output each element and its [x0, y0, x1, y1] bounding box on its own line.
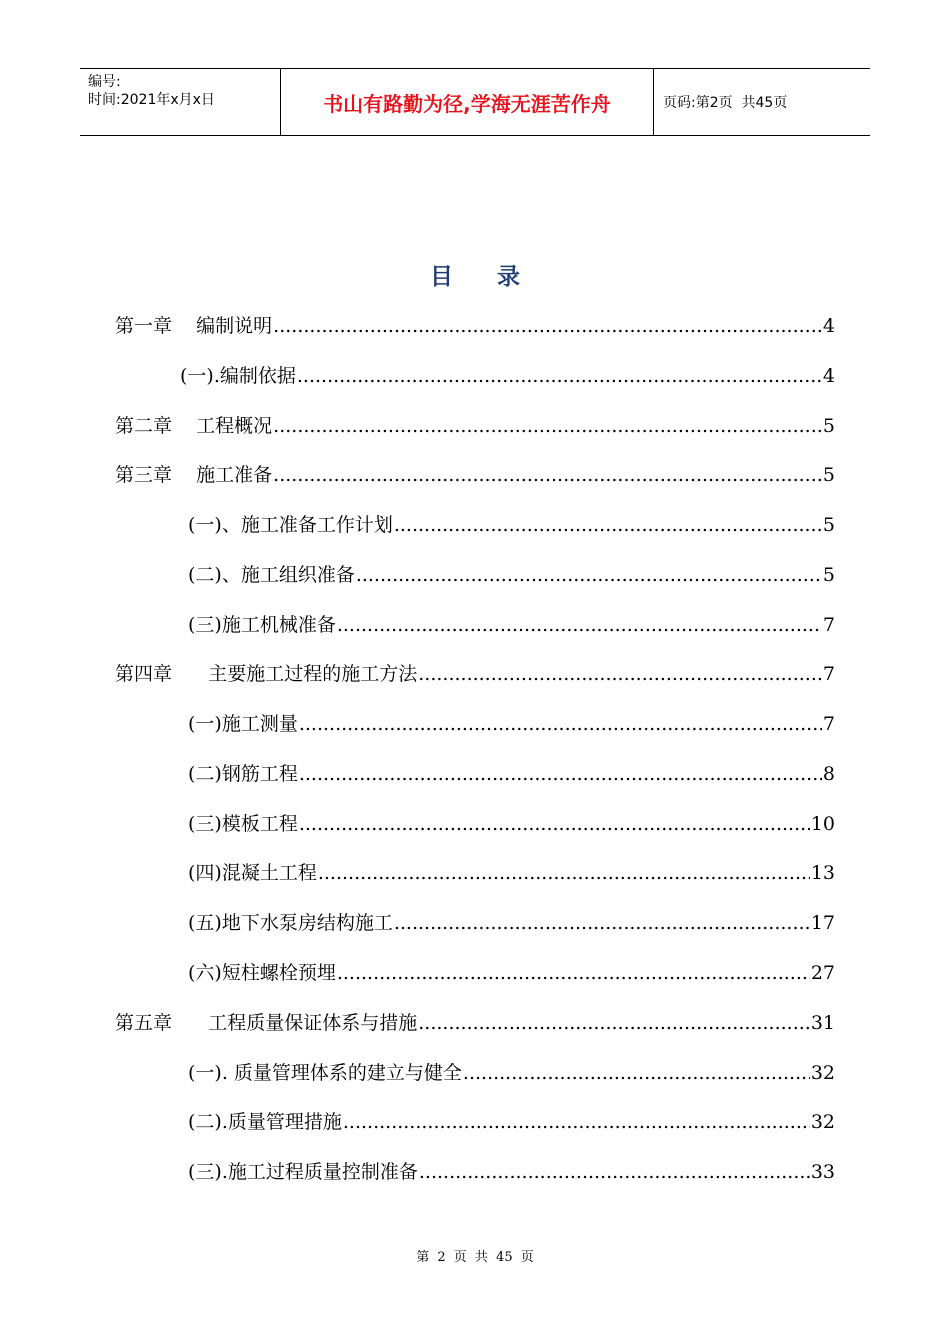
toc-leader-dots [394, 910, 810, 936]
header-meta-cell [80, 69, 281, 135]
toc-leader-dots [299, 811, 810, 837]
header-page-info: 页码:第2页 共45页 [663, 95, 788, 111]
toc-entry-label: 第五章 工程质量保证体系与措施 [115, 1012, 418, 1034]
toc-leader-dots [273, 313, 822, 339]
toc-entry-page: 5 [822, 514, 835, 536]
toc-leader-dots [273, 413, 822, 439]
toc-entry[interactable] [188, 811, 835, 837]
toc-entry[interactable] [115, 413, 835, 439]
toc-entry-label: (二)钢筋工程 [188, 763, 298, 785]
toc-leader-dots [343, 1109, 810, 1135]
toc-entry[interactable] [188, 910, 835, 936]
toc-leader-dots [394, 512, 822, 538]
toc-leader-dots [356, 562, 822, 588]
toc-entry-label: (三)模板工程 [188, 813, 298, 835]
toc-entry-page: 31 [810, 1012, 835, 1034]
toc-leader-dots [419, 1159, 810, 1185]
toc-leader-dots [418, 1010, 810, 1036]
toc-entry[interactable] [188, 761, 835, 787]
toc-entry-page: 17 [810, 912, 835, 934]
toc-entry-label: (五)地下水泵房结构施工 [188, 912, 393, 934]
toc-entry-page: 5 [822, 464, 835, 486]
toc-title-char-2: 录 [497, 264, 520, 290]
toc-entry-page: 7 [822, 614, 835, 636]
page-footer: 第 2 页 共 45 页 [416, 1250, 534, 1265]
toc-entry-page: 4 [822, 365, 835, 387]
toc-entry-page: 7 [822, 713, 835, 735]
toc-entry-page: 8 [822, 763, 835, 785]
toc-title-char-1: 目 [430, 264, 453, 290]
toc-entry[interactable] [188, 1060, 835, 1086]
page-header [80, 68, 870, 136]
toc-leader-dots [299, 711, 822, 737]
toc-entry-label: (三).施工过程质量控制准备 [188, 1161, 418, 1183]
toc-entry-label: (三)施工机械准备 [188, 614, 336, 636]
toc-leader-dots [337, 960, 810, 986]
toc-entry-page: 7 [822, 663, 835, 685]
toc-entry-page: 33 [810, 1161, 835, 1183]
toc-entry[interactable] [188, 512, 835, 538]
toc-leader-dots [337, 612, 822, 638]
toc-entry[interactable] [188, 1159, 835, 1185]
toc-entry[interactable] [188, 711, 835, 737]
toc-entry-label: 第四章 主要施工过程的施工方法 [115, 663, 418, 685]
toc-entry-label: (四)混凝土工程 [188, 862, 317, 884]
document-date-label: 时间:2021年x月x日 [88, 92, 215, 108]
toc-entry[interactable] [188, 960, 835, 986]
toc-entry-page: 5 [822, 564, 835, 586]
toc-entry-page: 32 [810, 1111, 835, 1133]
toc-entry-label: (一). 质量管理体系的建立与健全 [188, 1062, 462, 1084]
toc-entry-label: (二).质量管理措施 [188, 1111, 342, 1133]
toc-entry[interactable] [188, 1109, 835, 1135]
document-number-label: 编号: [88, 74, 121, 90]
toc-leader-dots [273, 462, 822, 488]
toc-entry-page: 13 [810, 862, 835, 884]
toc-title [0, 258, 950, 291]
toc-entry-page: 32 [810, 1062, 835, 1084]
toc-entry[interactable] [180, 363, 835, 389]
toc-entry[interactable] [188, 612, 835, 638]
toc-entry-page: 4 [822, 315, 835, 337]
toc-entry-label: (二)、施工组织准备 [188, 564, 355, 586]
toc-entry[interactable] [115, 462, 835, 488]
toc-leader-dots [297, 363, 822, 389]
toc-entry-label: 第二章 工程概况 [115, 415, 273, 437]
header-motto: 书山有路勤为径,学海无涯苦作舟 [281, 69, 654, 135]
toc-entry[interactable] [115, 313, 835, 339]
toc-entry-page: 27 [810, 962, 835, 984]
toc-entry-page: 5 [822, 415, 835, 437]
toc-entry-label: (一)、施工准备工作计划 [188, 514, 393, 536]
toc-entry[interactable] [115, 661, 835, 687]
toc-entry[interactable] [188, 860, 835, 886]
toc-entry[interactable] [188, 562, 835, 588]
toc-entry[interactable] [115, 1010, 835, 1036]
toc-leader-dots [299, 761, 822, 787]
toc-leader-dots [418, 661, 822, 687]
toc-entry-label: 第一章 编制说明 [115, 315, 273, 337]
toc-entry-label: (一)施工测量 [188, 713, 298, 735]
toc-leader-dots [463, 1060, 810, 1086]
toc-entry-page: 10 [810, 813, 835, 835]
toc-entry-label: 第三章 施工准备 [115, 464, 273, 486]
toc-entry-label: (一).编制依据 [180, 365, 296, 387]
toc-entry-label: (六)短柱螺栓预埋 [188, 962, 336, 984]
toc-leader-dots [318, 860, 810, 886]
header-page-info-cell [654, 69, 870, 135]
